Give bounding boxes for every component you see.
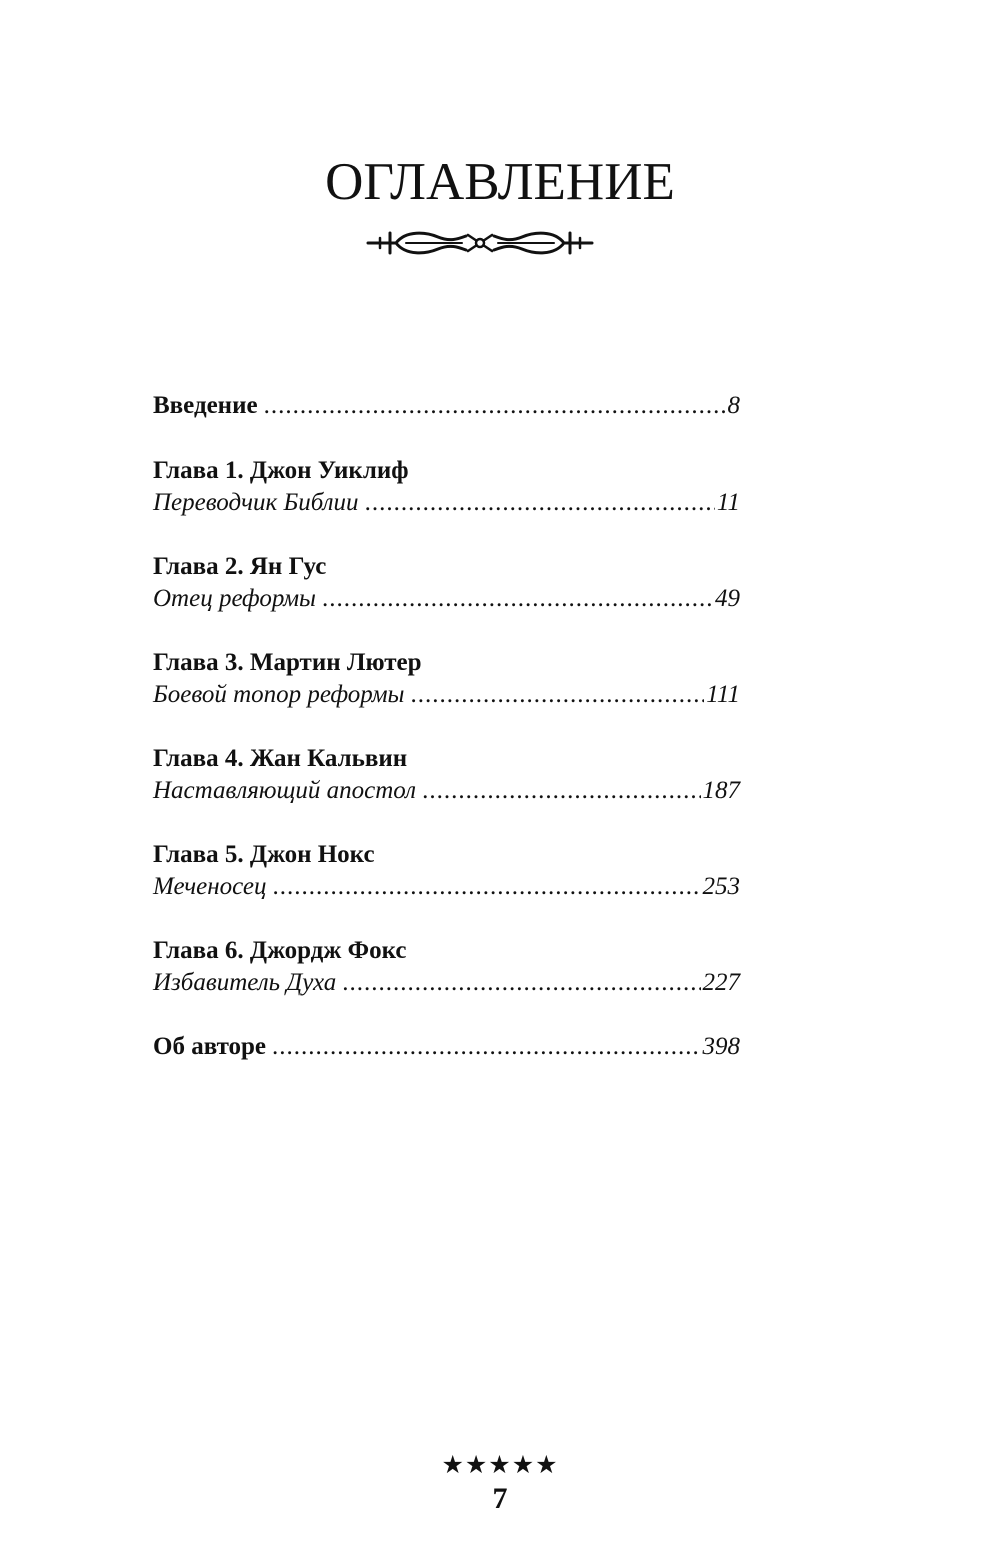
toc-outro-label: Об авторе <box>153 1033 267 1060</box>
toc-outro-row[interactable] <box>153 1031 740 1063</box>
chapter-page: 227 <box>702 969 740 996</box>
toc-chapter-6[interactable] <box>153 935 740 999</box>
footer-stars-icon: ★★★★★ <box>441 1450 559 1479</box>
toc-intro-row[interactable] <box>153 390 740 422</box>
dot-leader <box>365 487 715 519</box>
toc-chapter-3[interactable] <box>153 647 740 711</box>
chapter-page: 11 <box>716 489 740 516</box>
dot-leader <box>342 967 700 999</box>
chapter-subtitle: Отец реформы <box>153 585 316 612</box>
chapter-heading: Глава 5. Джон Нокс <box>153 841 375 868</box>
chapter-heading: Глава 2. Ян Гус <box>153 553 327 580</box>
chapter-subtitle: Переводчик Библии <box>153 489 359 516</box>
chapter-subtitle: Боевой топор реформы <box>153 681 405 708</box>
chapter-heading: Глава 3. Мартин Лютер <box>153 649 422 676</box>
chapter-page: 253 <box>702 873 740 900</box>
ornament-flourish-icon <box>366 222 594 264</box>
toc-chapter-1[interactable] <box>153 455 740 519</box>
toc-chapter-5[interactable] <box>153 839 740 903</box>
table-of-contents <box>153 390 740 1063</box>
dot-leader <box>322 583 713 615</box>
dot-leader <box>264 390 726 422</box>
page-title: ОГЛАВЛЕНИЕ <box>325 153 675 211</box>
chapter-heading: Глава 4. Жан Кальвин <box>153 745 408 772</box>
page-number: 7 <box>492 1482 508 1515</box>
dot-leader <box>422 775 700 807</box>
toc-chapter-4[interactable] <box>153 743 740 807</box>
chapter-subtitle: Меченосец <box>153 873 267 900</box>
dot-leader <box>272 1031 700 1063</box>
chapter-page: 111 <box>706 681 740 708</box>
chapter-page: 187 <box>702 777 740 804</box>
chapter-heading: Глава 1. Джон Уиклиф <box>153 457 409 484</box>
toc-intro-label: Введение <box>153 392 258 419</box>
chapter-subtitle: Избавитель Духа <box>153 969 337 996</box>
chapter-subtitle: Наставляющий апостол <box>153 777 417 804</box>
dot-leader <box>410 679 704 711</box>
toc-intro-page: 8 <box>727 392 740 419</box>
toc-outro-page: 398 <box>702 1033 740 1060</box>
toc-chapter-2[interactable] <box>153 551 740 615</box>
chapter-heading: Глава 6. Джордж Фокс <box>153 937 407 964</box>
chapter-page: 49 <box>715 585 740 612</box>
dot-leader <box>273 871 701 903</box>
